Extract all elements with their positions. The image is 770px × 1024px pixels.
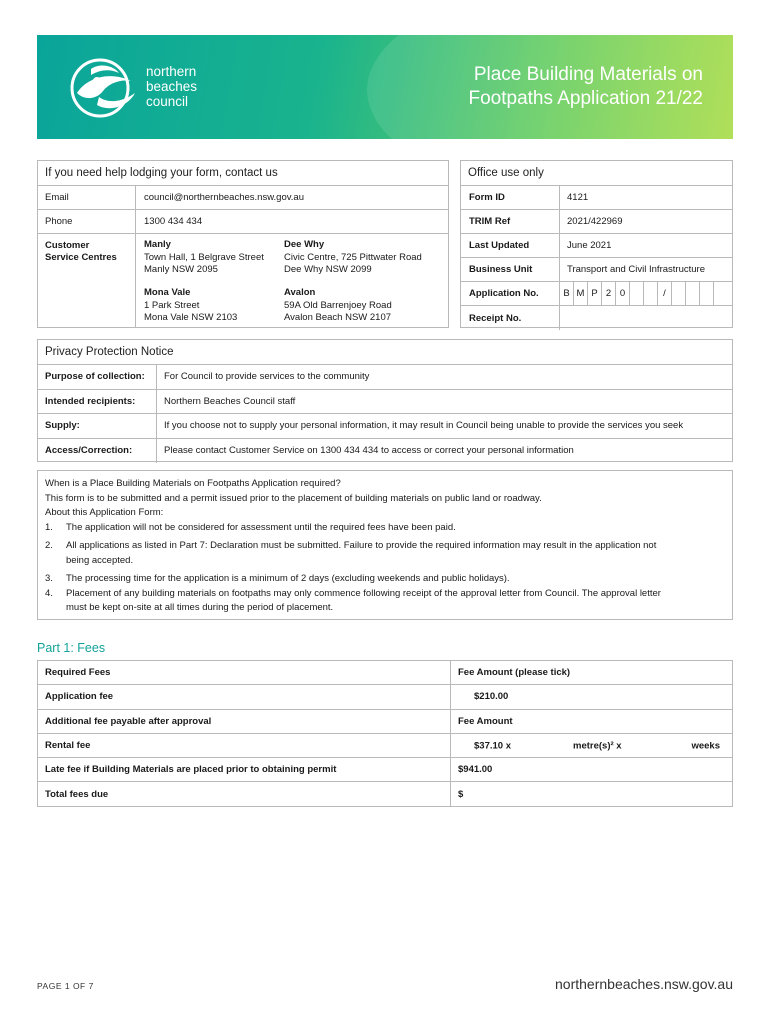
privacy-row-value: If you choose not to supply your personal information, it may result in Council being unable to provide the services you seek bbox=[164, 420, 684, 432]
last-updated-row bbox=[461, 234, 732, 258]
table-row bbox=[38, 685, 733, 709]
list-item bbox=[45, 572, 725, 587]
email-value[interactable]: council@northernbeaches.nsw.gov.au bbox=[144, 192, 304, 203]
centre-address-line1: Town Hall, 1 Belgrave Street bbox=[144, 251, 264, 263]
table-row bbox=[38, 758, 733, 782]
list-item bbox=[45, 539, 725, 568]
application-no-char[interactable] bbox=[630, 282, 644, 305]
page-number: PAGE 1 OF 7 bbox=[37, 981, 94, 991]
fees-header-amount: Fee Amount (please tick) bbox=[451, 661, 733, 685]
office-use-heading: Office use only bbox=[461, 161, 732, 186]
privacy-row-value: For Council to provide services to the community bbox=[164, 371, 370, 383]
fees-header-required: Required Fees bbox=[38, 661, 451, 685]
privacy-row-label: Intended recipients: bbox=[38, 390, 157, 414]
list-item-number: 2. bbox=[45, 540, 53, 551]
last-updated-value: June 2021 bbox=[567, 240, 612, 251]
application-no-char[interactable]: M bbox=[574, 282, 588, 305]
form-id-value: 4121 bbox=[567, 192, 589, 203]
application-no-char[interactable] bbox=[672, 282, 686, 305]
table-row bbox=[38, 661, 733, 685]
phone-value[interactable]: 1300 434 434 bbox=[144, 216, 203, 227]
privacy-notice-box bbox=[37, 339, 733, 462]
table-row bbox=[38, 733, 733, 757]
application-no-char[interactable] bbox=[644, 282, 658, 305]
list-item-text bbox=[66, 539, 656, 568]
centre-manly bbox=[144, 239, 264, 277]
service-centres-label-line1: Customer bbox=[45, 240, 90, 251]
phone-row bbox=[38, 210, 448, 234]
service-centres-label-line2: Service Centres bbox=[45, 252, 117, 263]
centre-name: Manly bbox=[144, 239, 171, 250]
centre-avalon bbox=[284, 287, 392, 325]
centre-mona-vale bbox=[144, 287, 237, 325]
list-item-text: The processing time for the application is a minimum of 2 days (excluding weekends and public holidays). bbox=[66, 573, 510, 584]
rental-fee-weeks[interactable]: weeks bbox=[691, 740, 720, 752]
privacy-row-value: Northern Beaches Council staff bbox=[164, 395, 296, 407]
receipt-no-label: Receipt No. bbox=[461, 306, 560, 330]
list-item-text-line2: must be kept on-site at all times during the period of placement. bbox=[66, 602, 334, 613]
form-id-label: Form ID bbox=[461, 186, 560, 209]
application-info-box bbox=[37, 470, 733, 620]
application-fee-value[interactable]: $210.00 bbox=[451, 685, 733, 709]
privacy-row-label: Supply: bbox=[38, 414, 157, 438]
table-row bbox=[38, 782, 733, 806]
form-title-line1: Place Building Materials on bbox=[473, 64, 703, 85]
total-fees-label: Total fees due bbox=[38, 782, 451, 806]
email-label: Email bbox=[38, 186, 136, 209]
additional-fee-label: Additional fee payable after approval bbox=[38, 709, 451, 733]
form-title-line2: Footpaths Application 21/22 bbox=[468, 88, 703, 109]
application-no-boxes[interactable] bbox=[560, 282, 728, 305]
privacy-row-label: Purpose of collection: bbox=[38, 365, 157, 389]
email-row bbox=[38, 186, 448, 210]
list-item-text-line2: being accepted. bbox=[66, 554, 134, 566]
business-unit-value: Transport and Civil Infrastructure bbox=[567, 264, 705, 275]
service-centres-label bbox=[38, 234, 136, 327]
application-no-row bbox=[461, 282, 732, 306]
list-item bbox=[45, 521, 725, 536]
header-banner bbox=[37, 35, 733, 139]
privacy-row bbox=[38, 414, 732, 439]
service-centres-row bbox=[38, 234, 448, 327]
council-name-line1: northern bbox=[146, 64, 197, 79]
trim-ref-value: 2021/422969 bbox=[567, 216, 623, 227]
additional-fee-amount-label: Fee Amount bbox=[451, 709, 733, 733]
application-fee-label: Application fee bbox=[38, 685, 451, 709]
office-use-box bbox=[460, 160, 733, 328]
table-row bbox=[38, 709, 733, 733]
privacy-row-label: Access/Correction: bbox=[38, 439, 157, 464]
list-item-text bbox=[66, 587, 661, 616]
centre-address-line2: Mona Vale NSW 2103 bbox=[144, 312, 238, 323]
rental-fee-rate: $37.10 x bbox=[474, 740, 511, 752]
trim-ref-label: TRIM Ref bbox=[461, 210, 560, 233]
contact-help-box bbox=[37, 160, 449, 328]
service-centres-list bbox=[136, 234, 448, 327]
late-fee-label: Late fee if Building Materials are placed prior to obtaining permit bbox=[38, 758, 451, 782]
contact-help-heading: If you need help lodging your form, contact us bbox=[38, 161, 448, 186]
application-no-char[interactable]: 2 bbox=[602, 282, 616, 305]
centre-address-line2: Avalon Beach NSW 2107 bbox=[284, 312, 392, 323]
council-name-line3: council bbox=[146, 94, 189, 109]
footer-website[interactable]: northernbeaches.nsw.gov.au bbox=[555, 976, 733, 992]
council-name-line2: beaches bbox=[146, 79, 198, 94]
rental-fee-calc[interactable] bbox=[451, 733, 733, 757]
list-item-number: 4. bbox=[45, 587, 53, 599]
privacy-row bbox=[38, 365, 732, 390]
privacy-row bbox=[38, 439, 732, 464]
list-item-number: 1. bbox=[45, 521, 53, 533]
rental-fee-metres[interactable]: metre(s)² x bbox=[573, 740, 622, 752]
info-question: When is a Place Building Materials on Footpaths Application required? bbox=[45, 478, 341, 489]
part1-title: Part 1: Fees bbox=[37, 641, 106, 655]
total-fees-value[interactable]: $ bbox=[451, 782, 733, 806]
form-id-row bbox=[461, 186, 732, 210]
application-no-char[interactable] bbox=[714, 282, 728, 305]
receipt-no-field[interactable] bbox=[560, 306, 732, 330]
centre-address-line1: Civic Centre, 725 Pittwater Road bbox=[284, 251, 422, 263]
centre-address-line2: Dee Why NSW 2099 bbox=[284, 264, 372, 275]
centre-name: Avalon bbox=[284, 287, 316, 298]
privacy-notice-heading: Privacy Protection Notice bbox=[38, 340, 732, 365]
list-item-number: 3. bbox=[45, 573, 53, 584]
late-fee-value[interactable]: $941.00 bbox=[451, 758, 733, 782]
fees-table bbox=[37, 660, 733, 807]
application-no-label: Application No. bbox=[461, 282, 560, 305]
centre-name: Dee Why bbox=[284, 239, 325, 250]
list-item bbox=[45, 587, 725, 616]
rental-fee-fields bbox=[458, 734, 732, 757]
centre-dee-why bbox=[284, 239, 422, 277]
application-no-char[interactable] bbox=[686, 282, 700, 305]
application-no-char[interactable] bbox=[700, 282, 714, 305]
info-paragraph: This form is to be submitted and a permit issued prior to the placement of building materials on public land or roadway. bbox=[45, 492, 542, 504]
application-no-char[interactable]: P bbox=[588, 282, 602, 305]
list-item-text-line1: All applications as listed in Part 7: Declaration must be submitted. Failure to provide the required information may result in the application not bbox=[66, 540, 657, 551]
centre-name: Mona Vale bbox=[144, 287, 191, 298]
council-name bbox=[146, 64, 197, 109]
form-title bbox=[468, 63, 703, 111]
centre-address-line2: Manly NSW 2095 bbox=[144, 264, 218, 275]
business-unit-label: Business Unit bbox=[461, 258, 560, 281]
centre-address-line1: 1 Park Street bbox=[144, 299, 200, 311]
centre-address-line1: 59A Old Barrenjoey Road bbox=[284, 299, 392, 311]
receipt-no-row bbox=[461, 306, 732, 330]
application-no-char[interactable]: / bbox=[658, 282, 672, 305]
application-no-char[interactable]: 0 bbox=[616, 282, 630, 305]
list-item-text: The application will not be considered for assessment until the required fees have been paid. bbox=[66, 521, 456, 533]
council-logo-icon bbox=[69, 57, 141, 119]
info-list bbox=[45, 521, 725, 616]
rental-fee-label: Rental fee bbox=[38, 733, 451, 757]
trim-ref-row bbox=[461, 210, 732, 234]
info-paragraph: About this Application Form: bbox=[45, 507, 164, 518]
phone-label: Phone bbox=[38, 210, 136, 233]
business-unit-row bbox=[461, 258, 732, 282]
list-item-text-line1: Placement of any building materials on footpaths may only commence following receipt of the approval letter from Council. The approval letter bbox=[66, 587, 661, 599]
application-no-char[interactable]: B bbox=[560, 282, 574, 305]
privacy-row bbox=[38, 390, 732, 415]
last-updated-label: Last Updated bbox=[461, 234, 560, 257]
privacy-row-value: Please contact Customer Service on 1300 434 434 to access or correct your personal information bbox=[164, 445, 574, 457]
